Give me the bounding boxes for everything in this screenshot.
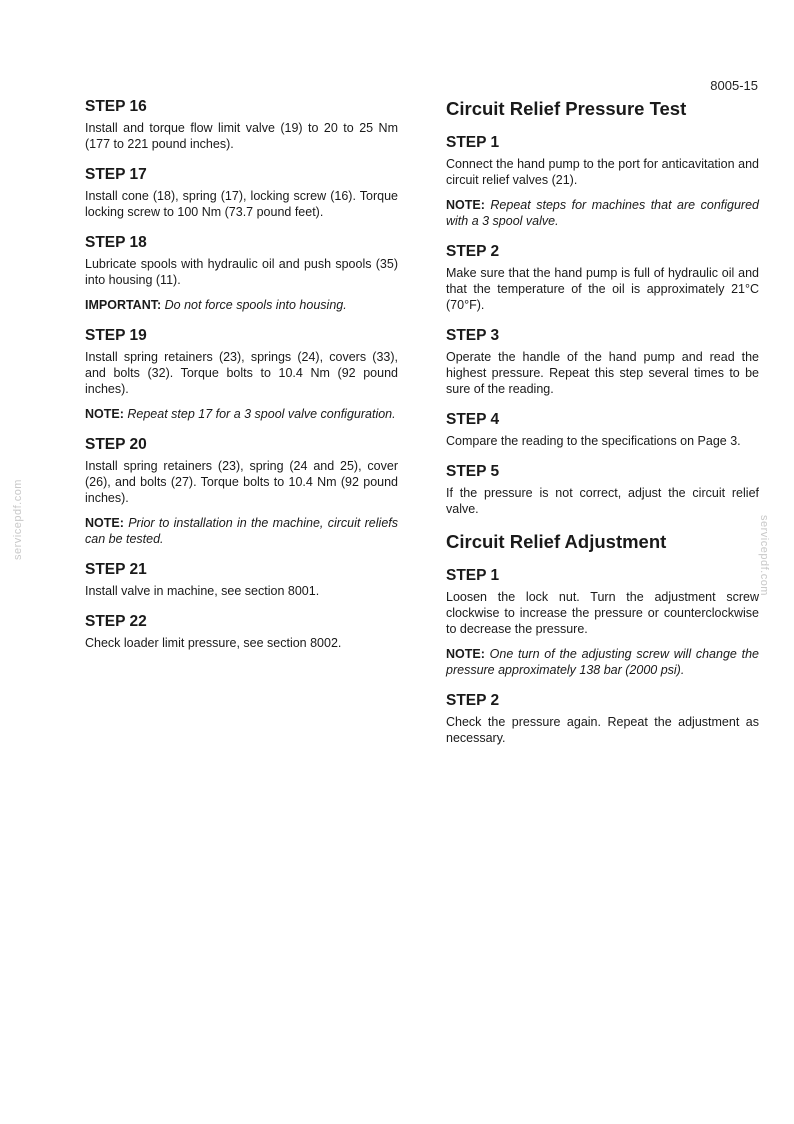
step-text: Loosen the lock nut. Turn the adjustment screw clockwise to increase the pressure or counterclockwise to decrease the pressure.: [446, 590, 759, 636]
step-title: STEP 22: [85, 613, 147, 630]
step-title: STEP 17: [85, 166, 147, 183]
note-label: NOTE:: [446, 647, 485, 661]
step-text: Check the pressure again. Repeat the adjustment as necessary.: [446, 715, 759, 745]
note-text: Repeat step 17 for a 3 spool valve configuration.: [127, 407, 396, 421]
watermark-left: servicepdf.com: [12, 479, 24, 560]
step-text: Install spring retainers (23), spring (24 and 25), cover (26), and bolts (27). Torque bolts to 10.4 Nm (92 pound inches).: [85, 459, 398, 505]
important-note: [85, 297, 398, 313]
step-18: [85, 234, 398, 313]
step-title: STEP 1: [446, 134, 500, 151]
note-text: Do not force spools into housing.: [164, 298, 347, 312]
note-label: NOTE:: [85, 516, 124, 530]
step-title: STEP 3: [446, 327, 500, 344]
step-text: Install cone (18), spring (17), locking screw (16). Torque locking screw to 100 Nm (73.7 pound feet).: [85, 189, 398, 219]
step-title: STEP 21: [85, 561, 147, 578]
adjust-step-1: [446, 567, 759, 678]
test-step-5: [446, 463, 759, 517]
step-text: If the pressure is not correct, adjust the circuit relief valve.: [446, 486, 759, 516]
test-step-1: [446, 134, 759, 229]
step-text: Compare the reading to the specifications on Page 3.: [446, 434, 741, 448]
step-title: STEP 5: [446, 463, 500, 480]
test-step-4: [446, 411, 759, 449]
note-label: IMPORTANT:: [85, 298, 162, 312]
step-text: Install and torque flow limit valve (19) to 20 to 25 Nm (177 to 221 pound inches).: [85, 121, 398, 151]
step-title: STEP 2: [446, 692, 500, 709]
step-text: Make sure that the hand pump is full of hydraulic oil and that the temperature of the oil is approximately 21°C (70°F).: [446, 266, 759, 312]
step-title: STEP 2: [446, 243, 500, 260]
step-title: STEP 18: [85, 234, 147, 251]
step-title: STEP 1: [446, 567, 500, 584]
step-16: [85, 98, 398, 152]
step-text: Install spring retainers (23), springs (24), covers (33), and bolts (32). Torque bolts to 10.4 Nm (92 pound inches).: [85, 350, 398, 396]
step-text: Connect the hand pump to the port for anticavitation and circuit relief valves (21).: [446, 157, 759, 187]
note-text: Prior to installation in the machine, circuit reliefs can be tested.: [85, 516, 398, 546]
test-step-2: [446, 243, 759, 313]
step-title: STEP 16: [85, 98, 147, 115]
step-19: [85, 327, 398, 422]
note: [85, 406, 398, 422]
note-text: One turn of the adjusting screw will change the pressure approximately 138 bar (2000 psi).: [446, 647, 759, 677]
note: [446, 646, 759, 678]
note-label: NOTE:: [85, 407, 124, 421]
step-text: Install valve in machine, see section 8001.: [85, 584, 320, 598]
left-column: [85, 98, 398, 665]
note: [446, 197, 759, 229]
note-label: NOTE:: [446, 198, 485, 212]
step-title: STEP 20: [85, 436, 147, 453]
adjust-step-2: [446, 692, 759, 746]
step-title: STEP 4: [446, 411, 500, 428]
section-title-adjustment: Circuit Relief Adjustment: [446, 531, 667, 552]
step-21: [85, 561, 398, 599]
step-17: [85, 166, 398, 220]
step-text: Lubricate spools with hydraulic oil and push spools (35) into housing (11).: [85, 257, 398, 287]
section-title-pressure-test: Circuit Relief Pressure Test: [446, 98, 687, 119]
right-column: [446, 98, 759, 760]
page-number: 8005-15: [710, 78, 758, 93]
step-text: Check loader limit pressure, see section 8002.: [85, 636, 342, 650]
note: [85, 515, 398, 547]
watermark-right: servicepdf.com: [758, 515, 770, 596]
note-text: Repeat steps for machines that are configured with a 3 spool valve.: [446, 198, 759, 228]
step-22: [85, 613, 398, 651]
step-20: [85, 436, 398, 547]
step-title: STEP 19: [85, 327, 147, 344]
test-step-3: [446, 327, 759, 397]
step-text: Operate the handle of the hand pump and read the highest pressure. Repeat this step several times to be sure of the reading.: [446, 350, 759, 396]
